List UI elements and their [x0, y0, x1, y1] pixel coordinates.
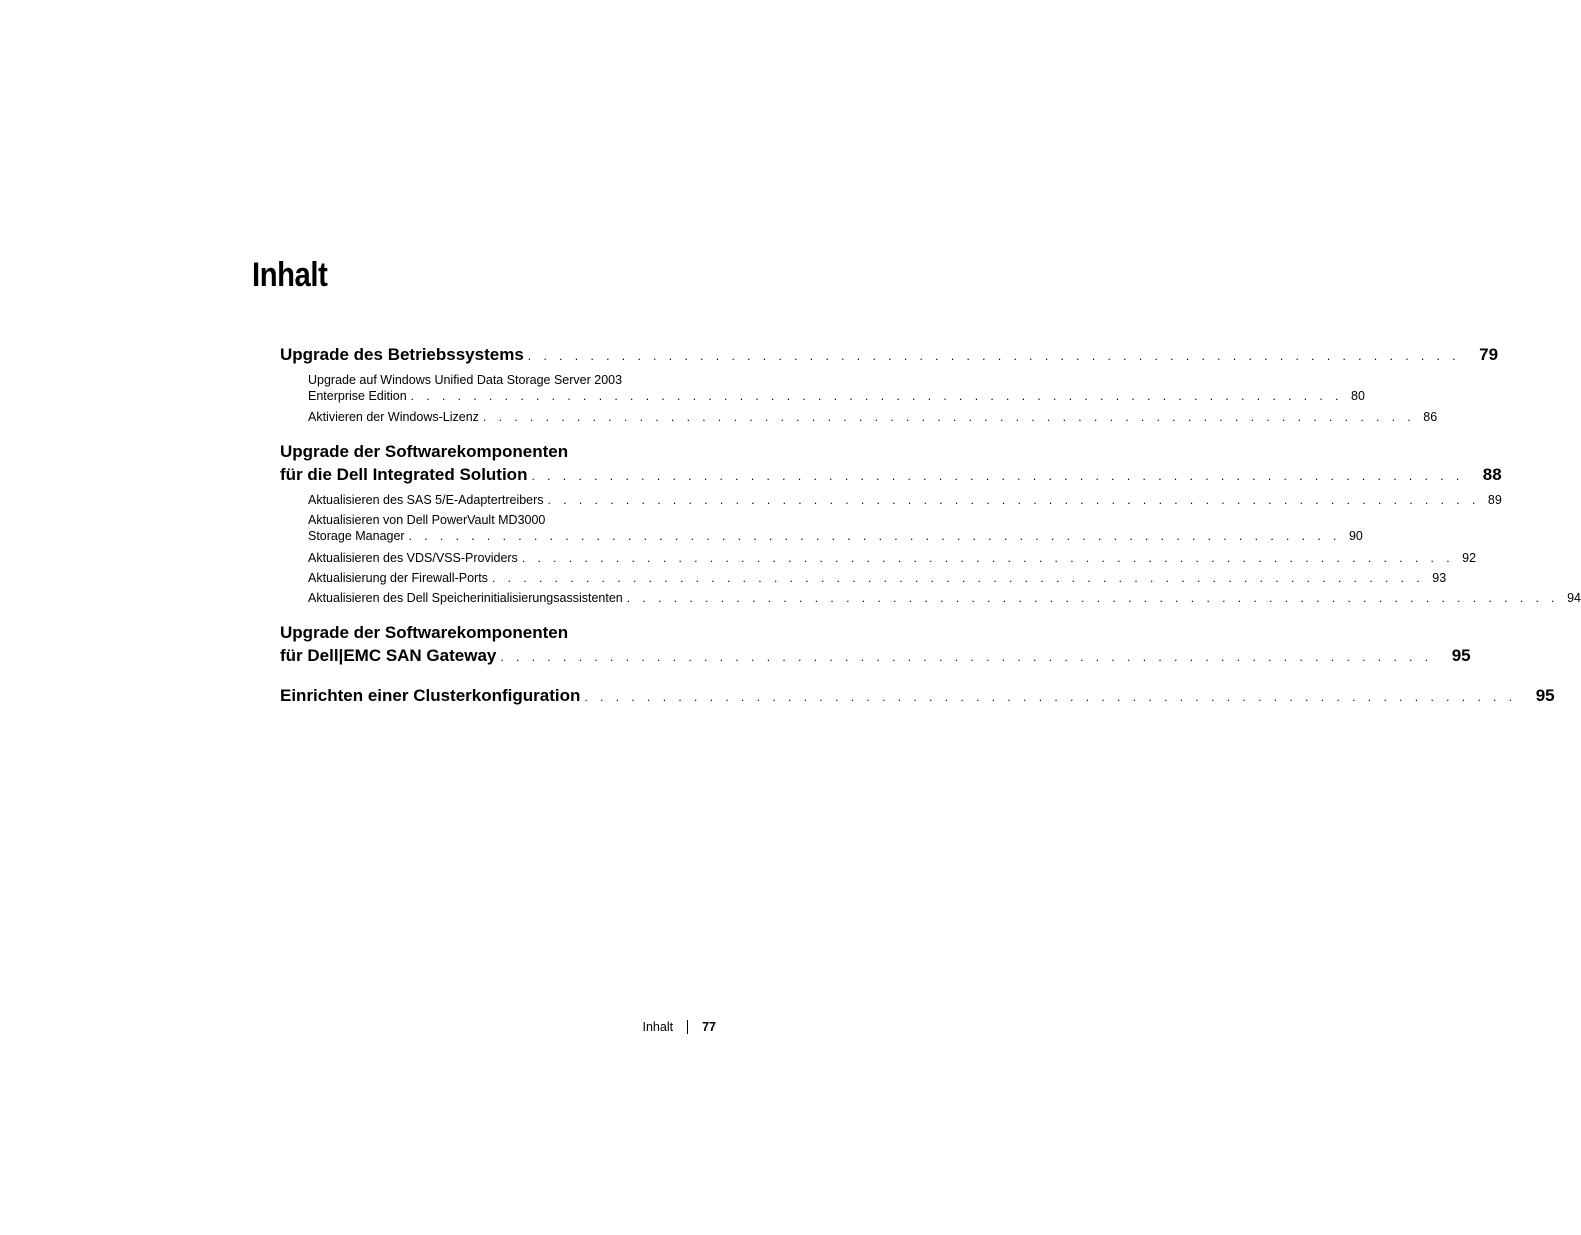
toc-label: Aktualisieren des VDS/VSS-Providers [308, 551, 518, 565]
toc-entry-windows-license[interactable] [280, 410, 1438, 424]
page-title: Inhalt [252, 256, 328, 294]
toc-page-number: 95 [1535, 686, 1555, 705]
toc-entry-md3000-storage-manager[interactable] [280, 513, 1363, 543]
toc-label: Upgrade des Betriebssystems [280, 345, 524, 364]
leader-dots: . . . . . . . . . . . . . . . . . . . . . . . . . . . . . . . . . . . . . . . . . . . . . . . . . . . . . . . . . . . . [527, 349, 1461, 363]
toc-page-number: 88 [1482, 465, 1502, 484]
toc-section-operating-system-upgrade[interactable] [280, 345, 1499, 365]
leader-dots: . . . . . . . . . . . . . . . . . . . . . . . . . . . . . . . . . . . . . . . . . . . . . . . . . . . . . . . . . . . . [626, 591, 1559, 605]
toc-page-number: 95 [1451, 646, 1471, 665]
footer-page-number: 77 [702, 1020, 716, 1034]
leader-dots: . . . . . . . . . . . . . . . . . . . . . . . . . . . . . . . . . . . . . . . . . . . . . . . . . . . . . . . . . . . . [521, 551, 1455, 565]
toc-label-line1: Upgrade der Softwarekomponenten [280, 623, 569, 642]
toc-entry-windows-unified-upgrade[interactable] [280, 373, 1365, 403]
toc-label-line1: Aktualisieren von Dell PowerVault MD3000 [308, 513, 546, 527]
toc-label: Aktualisieren des Dell Speicherinitialisierungsassistenten [308, 591, 623, 605]
toc-page-number: 89 [1487, 493, 1502, 507]
toc-label: Storage Manager [308, 529, 405, 543]
toc-section-dell-integrated-solution[interactable] [280, 442, 1502, 485]
toc-label: Aktualisieren des SAS 5/E-Adaptertreibers [308, 493, 544, 507]
page-footer [643, 1020, 717, 1034]
leader-dots: . . . . . . . . . . . . . . . . . . . . . . . . . . . . . . . . . . . . . . . . . . . . . . . . . . . . . . . . . . . . [491, 571, 1425, 585]
leader-dots: . . . . . . . . . . . . . . . . . . . . . . . . . . . . . . . . . . . . . . . . . . . . . . . . . . . . . . . . . . . . [547, 493, 1480, 507]
toc-page-number: 86 [1423, 410, 1438, 424]
leader-dots: . . . . . . . . . . . . . . . . . . . . . . . . . . . . . . . . . . . . . . . . . . . . . . . . . . . . . . . . . . . . [584, 690, 1517, 704]
toc-entry-storage-init-wizard[interactable] [280, 591, 1581, 605]
toc-page-number: 80 [1351, 389, 1365, 403]
toc-entry-sas-driver[interactable] [280, 493, 1502, 507]
toc-label: Einrichten einer Clusterkonfiguration [280, 686, 581, 705]
toc-entry-vds-vss-provider[interactable] [280, 551, 1477, 565]
leader-dots: . . . . . . . . . . . . . . . . . . . . . . . . . . . . . . . . . . . . . . . . . . . . . . . . . . . . . . . . . . . . [408, 529, 1341, 543]
leader-dots: . . . . . . . . . . . . . . . . . . . . . . . . . . . . . . . . . . . . . . . . . . . . . . . . . . . . . . . . . . . . [500, 650, 1433, 664]
toc-label: Enterprise Edition [308, 389, 407, 403]
leader-dots: . . . . . . . . . . . . . . . . . . . . . . . . . . . . . . . . . . . . . . . . . . . . . . . . . . . . . . . . . . . . [531, 469, 1464, 483]
toc-label-line1: Upgrade auf Windows Unified Data Storage Server 2003 [308, 373, 623, 387]
toc-label: für Dell|EMC SAN Gateway [280, 646, 497, 665]
footer-section-name: Inhalt [642, 1020, 674, 1034]
footer-divider [687, 1020, 688, 1034]
toc-page-number: 90 [1348, 529, 1363, 543]
leader-dots: . . . . . . . . . . . . . . . . . . . . . . . . . . . . . . . . . . . . . . . . . . . . . . . . . . . . . . . . . . . . [410, 389, 1343, 403]
toc-label: Aktualisierung der Firewall-Ports [308, 571, 488, 585]
toc-label: für die Dell Integrated Solution [280, 465, 528, 484]
toc-page-number: 79 [1479, 345, 1499, 364]
toc-page-number: 92 [1462, 551, 1477, 565]
toc-entry-firewall-ports[interactable] [280, 571, 1447, 585]
toc-section-cluster-configuration[interactable] [280, 686, 1555, 706]
toc-label: Aktivieren der Windows-Lizenz [308, 410, 479, 424]
toc-page-number: 93 [1432, 571, 1447, 585]
toc-page-number: 94 [1567, 591, 1581, 605]
leader-dots: . . . . . . . . . . . . . . . . . . . . . . . . . . . . . . . . . . . . . . . . . . . . . . . . . . . . . . . . . . . . [482, 410, 1416, 424]
toc-label-line1: Upgrade der Softwarekomponenten [280, 442, 569, 461]
toc-section-emc-san-gateway[interactable] [280, 623, 1471, 666]
